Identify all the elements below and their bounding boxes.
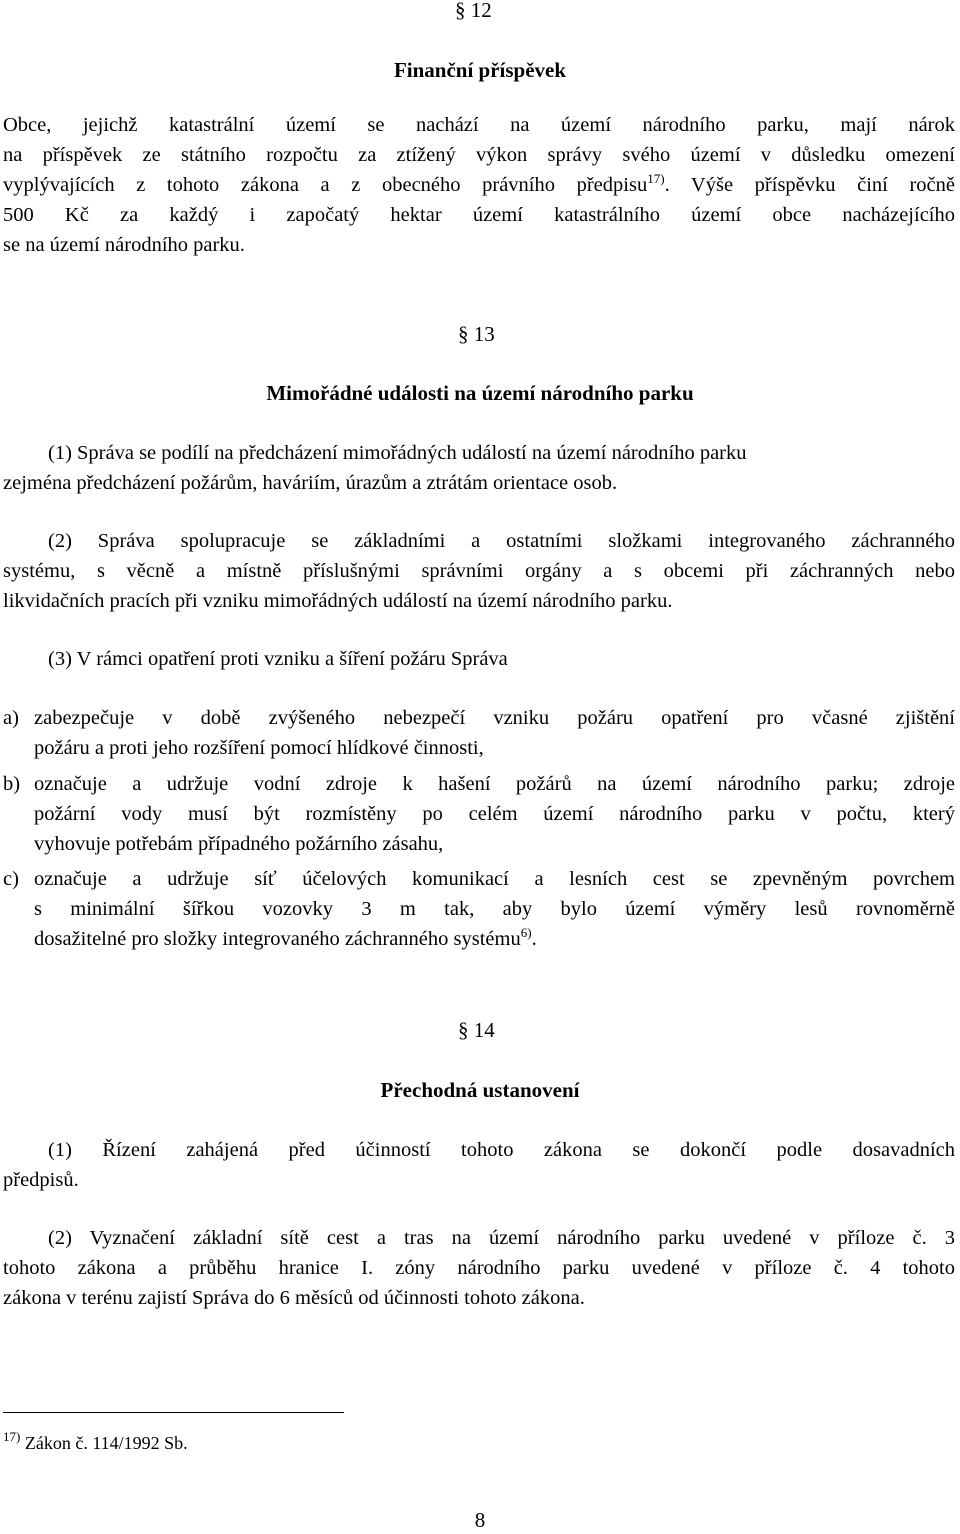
paragraph-line: (2) Správa spolupracuje se základními a ostatními složkami integrovaného záchranného — [48, 530, 955, 552]
paragraph-line: předpisů. — [3, 1169, 79, 1191]
paragraph-line: se na území národního parku. — [3, 234, 245, 256]
paragraph-line: likvidačních pracích při vzniku mimořádných událostí na území národního parku. — [3, 590, 673, 612]
paragraph-line: zákona v terénu zajistí Správa do 6 měsíců od účinnosti tohoto zákona. — [3, 1287, 585, 1309]
section-12-paragraph — [3, 110, 955, 260]
section-13-paragraph-1 — [3, 438, 955, 498]
section-13-heading: § 13 — [458, 322, 495, 346]
list-item-line: s minimální šířkou vozovky 3 m tak, aby bylo území výměry lesů rovnoměrně — [34, 898, 955, 920]
section-13-paragraph-3 — [48, 644, 508, 674]
list-item-line: zabezpečuje v době zvýšeného nebezpečí vzniku požáru opatření pro včasné zjištění — [34, 707, 955, 729]
list-item-line: požáru a proti jeho rozšíření pomocí hlídkové činnosti, — [34, 737, 484, 759]
list-item-line: požární vody musí být rozmístěny po celém území národního parku v počtu, který — [34, 803, 955, 825]
section-14-heading: § 14 — [458, 1018, 495, 1042]
section-14-paragraph-1 — [3, 1135, 955, 1195]
list-item-line: označuje a udržuje vodní zdroje k hašení požárů na území národního parku; zdroje — [34, 773, 955, 795]
section-12-title: Finanční příspěvek — [393, 58, 567, 82]
paragraph-line: na příspěvek ze státního rozpočtu za ztížený výkon správy svého území v důsledku omezení — [3, 144, 955, 166]
section-13-title: Mimořádné události na území národního parku — [266, 381, 694, 405]
list-item-line: vyhovuje potřebám případného požárního zásahu, — [34, 833, 444, 855]
paragraph-line: (2) Vyznačení základní sítě cest a tras na území národního parku uvedené v příloze č. 3 — [48, 1227, 955, 1249]
list-item-line: označuje a udržuje síť účelových komunikací a lesních cest se zpevněným povrchem — [34, 868, 955, 890]
paragraph-line: tohoto zákona a průběhu hranice I. zóny národního parku uvedené v příloze č. 4 tohoto — [3, 1257, 955, 1279]
list-item-line: dosažitelné pro složky integrovaného záchranného systému$^{6)}$. — [34, 925, 537, 950]
section-13-paragraph-2 — [3, 526, 955, 616]
paragraph-line: systému, s věcně a místně příslušnými správními orgány a s obcemi při záchranných nebo — [3, 560, 955, 582]
paragraph-line: (3) V rámci opatření proti vzniku a šíření požáru Správa — [48, 648, 508, 670]
paragraph-line: Obce, jejichž katastrální území se nachází na území národního parku, mají nárok — [3, 114, 955, 136]
footnote — [3, 1428, 188, 1458]
footnote-text: Zákon č. 114/1992 Sb. — [24, 1433, 188, 1453]
footnote-separator — [3, 1412, 344, 1413]
section-14-title: Přechodná ustanovení — [380, 1078, 580, 1102]
paragraph-line: (1) Řízení zahájená před účinností tohoto zákona se dokončí podle dosavadních — [48, 1139, 955, 1161]
list-item-label: c) — [3, 868, 19, 890]
paragraph-line: (1) Správa se podílí na předcházení mimořádných událostí na území národního parku — [48, 442, 747, 464]
list-item-label: b) — [3, 773, 21, 795]
paragraph-line: vyplývajících z tohoto zákona a z obecného právního předpisu$^{17)}$. Výše příspěvku činí ročně — [3, 171, 955, 196]
paragraph-line: 500 Kč za každý i započatý hektar území katastrálního území obce nacházejícího — [3, 204, 955, 226]
page-number: 8 — [474, 1508, 486, 1532]
section-14-paragraph-2 — [3, 1223, 955, 1313]
section-12-heading: § 12 — [455, 0, 492, 22]
footnote-reference: 17) — [647, 171, 665, 186]
list-item-label: a) — [3, 707, 19, 729]
paragraph-line: zejména předcházení požárům, haváriím, úrazům a ztrátám orientace osob. — [3, 472, 618, 494]
footnote-marker: 17) — [3, 1429, 21, 1444]
footnote-reference: 6) — [520, 925, 532, 940]
